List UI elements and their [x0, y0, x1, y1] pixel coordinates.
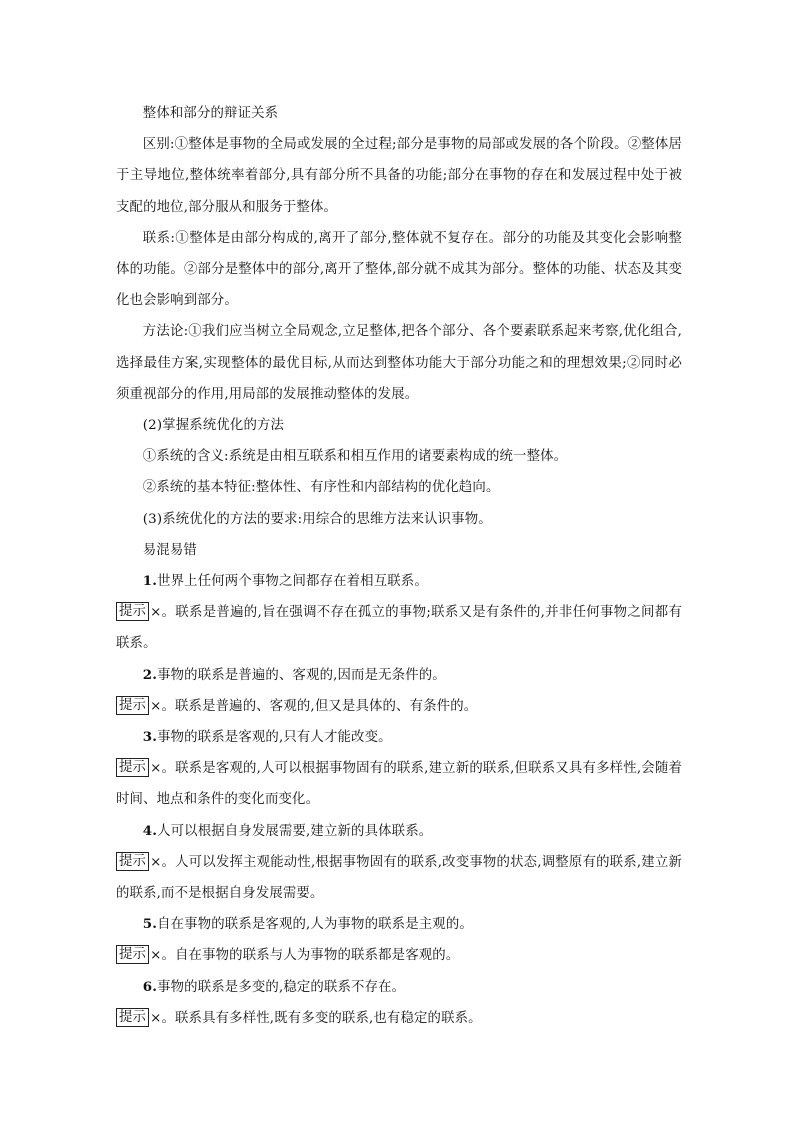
question-text: 事物的联系是普遍的、客观的,因而是无条件的。 — [157, 667, 446, 683]
question-text: 人可以根据自身发展需要,建立新的具体联系。 — [157, 823, 433, 839]
question-number: 5. — [142, 916, 158, 933]
tip-label: 提示 — [116, 1008, 149, 1027]
answer-text: ×。联系具有多样性,既有多变的联系,也有稳定的联系。 — [150, 1010, 482, 1026]
difference-paragraph: 区别:①整体是事物的全局或发展的全过程;部分是事物的局部或发展的各个阶段。②整体居于主导地位,整体统率着部分,具有部分所不具备的功能;部分在事物的存在和发展过程中处于被支配的地位,部分服从和服务于整体。 — [116, 137, 682, 215]
answer-item — [116, 940, 682, 971]
question-item — [116, 660, 682, 691]
answer-item — [116, 597, 682, 659]
question-number: 6. — [142, 978, 158, 995]
answer-item — [116, 847, 682, 909]
tip-label: 提示 — [116, 602, 149, 621]
answer-text: ×。联系是普遍的,旨在强调不存在孤立的事物;联系又是有条件的,并非任何事物之间都有联系。 — [116, 605, 682, 652]
connection-paragraph: 联系:①整体是由部分构成的,离开了部分,整体就不复存在。部分的功能及其变化会影响整体的功能。②部分是整体中的部分,离开了整体,部分就不成其为部分。整体的功能、状态及其变化也会影响到部分。 — [116, 230, 682, 309]
tip-label: 提示 — [116, 852, 149, 871]
question-number: 3. — [142, 729, 158, 746]
confusion-title: 易混易错 — [142, 542, 197, 558]
answer-item — [116, 753, 682, 815]
question-number: 2. — [142, 666, 158, 683]
subsection-2-title: (2)掌握系统优化的方法 — [142, 418, 285, 434]
question-item — [116, 972, 682, 1003]
question-item — [116, 722, 682, 753]
tip-label: 提示 — [116, 945, 149, 964]
question-text: 事物的联系是客观的,只有人才能改变。 — [157, 730, 392, 746]
section-heading: 整体和部分的辩证关系 — [142, 106, 279, 121]
answer-text: ×。人可以发挥主观能动性,根据事物固有的联系,改变事物的状态,调整原有的联系,建立新的联系,而不是根据自身发展需要。 — [116, 854, 682, 902]
methodology-paragraph: 方法论:①我们应当树立全局观念,立足整体,把各个部分、各个要素联系起来考察,优化组合,选择最佳方案,实现整体的最优目标,从而达到整体功能大于部分功能之和的理想效果;②同时必须重视部分的作用,用局部的发展推动整体的发展。 — [116, 324, 682, 402]
answer-text: ×。联系是客观的,人可以根据事物固有的联系,建立新的联系,但联系又具有多样性,会随着时间、地点和条件的变化而变化。 — [116, 761, 682, 808]
question-number: 4. — [142, 822, 158, 839]
question-text: 世界上任何两个事物之间都存在着相互联系。 — [157, 574, 428, 590]
answer-item — [116, 691, 682, 722]
tip-label: 提示 — [116, 758, 149, 777]
system-features: ②系统的基本特征:整体性、有序性和内部结构的优化趋向。 — [142, 480, 500, 496]
document-content — [116, 98, 682, 1034]
tip-label: 提示 — [116, 696, 149, 715]
answer-text: ×。自在事物的联系与人为事物的联系都是客观的。 — [150, 948, 460, 964]
question-item — [116, 816, 682, 847]
answer-item — [116, 1003, 682, 1034]
question-item — [116, 566, 682, 597]
subsection-3: (3)系统优化的方法的要求:用综合的思维方法来认识事物。 — [142, 511, 492, 527]
system-meaning: ①系统的含义:系统是由相互联系和相互作用的诸要素构成的统一整体。 — [142, 449, 568, 465]
answer-text: ×。联系是普遍的、客观的,但又是具体的、有条件的。 — [150, 698, 478, 714]
question-text: 自在事物的联系是客观的,人为事物的联系是主观的。 — [157, 917, 473, 933]
question-text: 事物的联系是多变的,稳定的联系不存在。 — [157, 979, 406, 995]
question-item — [116, 909, 682, 940]
question-number: 1. — [142, 573, 158, 590]
